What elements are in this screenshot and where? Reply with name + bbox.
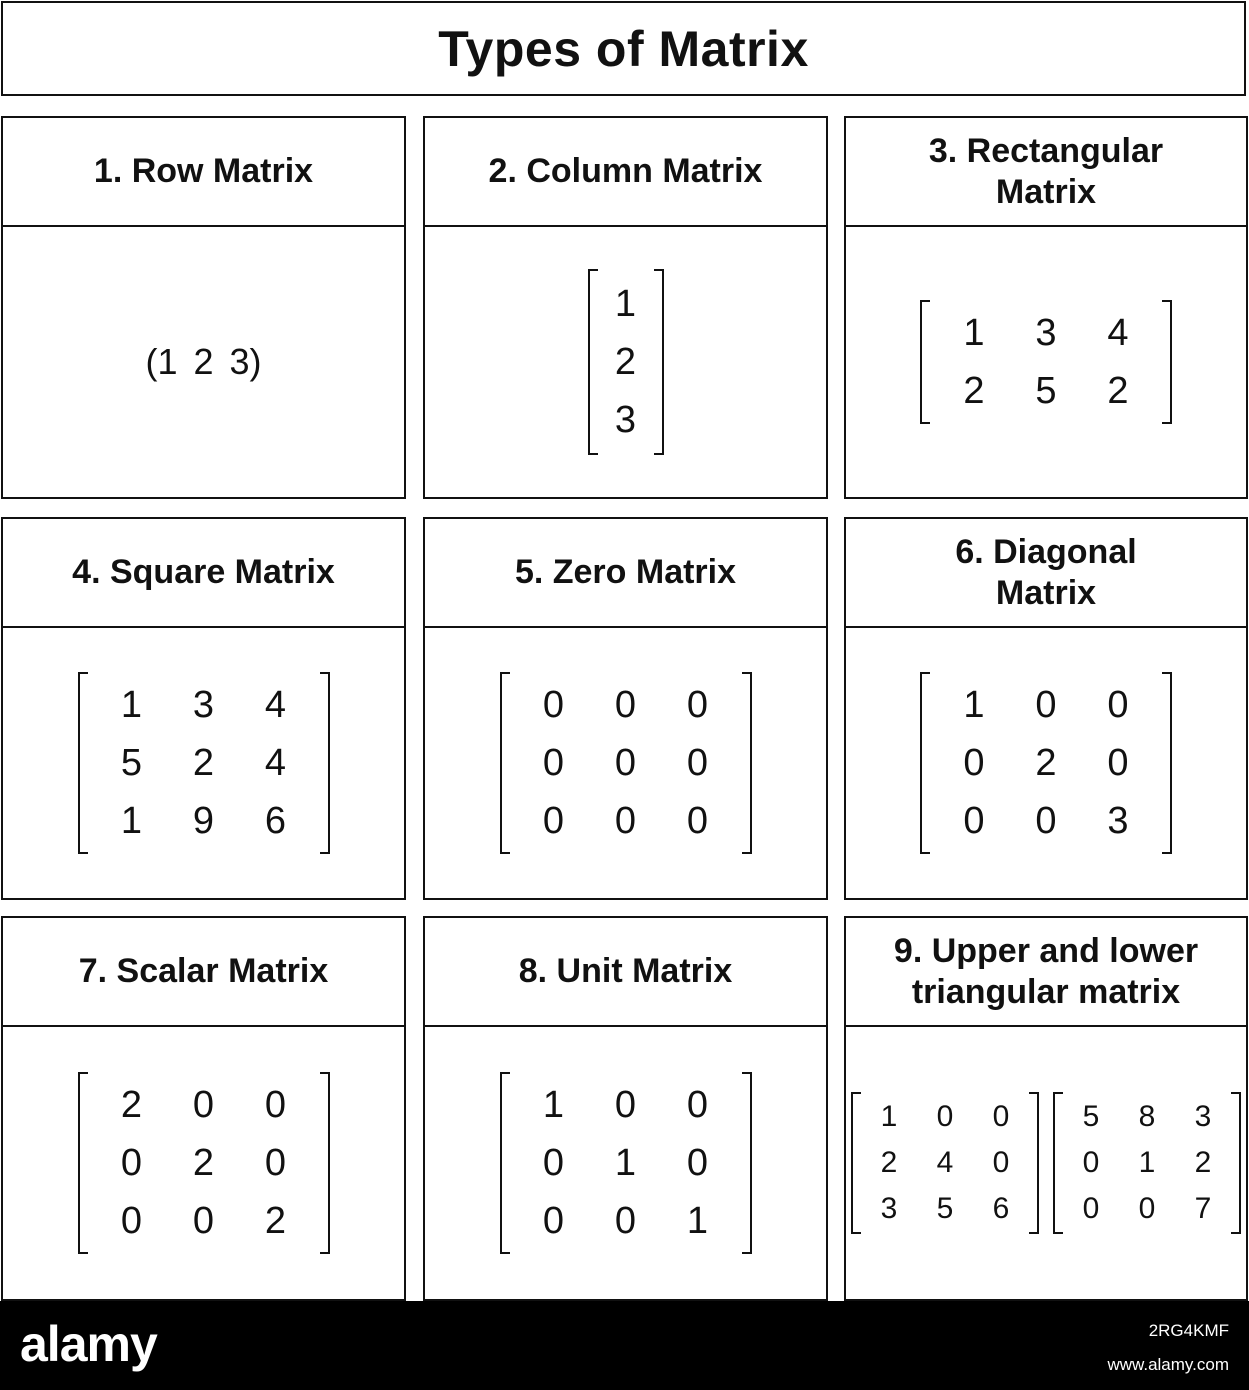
matrix-cell: 2 xyxy=(963,370,985,412)
matrix-cell: 9 xyxy=(192,800,215,842)
matrix-cell: 0 xyxy=(963,800,985,842)
matrix-cell: 1 xyxy=(1138,1146,1156,1179)
card-heading xyxy=(844,916,1248,1027)
diagonal-matrix xyxy=(920,672,1172,854)
card-heading xyxy=(844,517,1248,628)
matrix-cell: 0 xyxy=(614,1084,637,1126)
card-body xyxy=(844,1025,1248,1301)
matrix-cell: 4 xyxy=(936,1146,954,1179)
matrix-cell: 1 xyxy=(686,1200,709,1242)
left-bracket xyxy=(1053,1092,1063,1234)
card-heading xyxy=(844,116,1248,227)
heading-text: 2. Column Matrix xyxy=(488,152,763,191)
matrix-cell: 6 xyxy=(992,1192,1010,1225)
card-body xyxy=(1,1025,406,1301)
left-bracket xyxy=(588,269,598,455)
matrix-cell: 0 xyxy=(686,1084,709,1126)
card-body xyxy=(423,225,828,499)
triangular-matrix-pair xyxy=(851,1092,1241,1234)
matrix-cell: 2 xyxy=(1035,742,1057,784)
matrix-cell: 0 xyxy=(1082,1146,1100,1179)
heading-text: 4. Square Matrix xyxy=(72,553,335,592)
card-heading xyxy=(423,916,828,1027)
matrix-cell: 0 xyxy=(1082,1192,1100,1225)
matrix-cell: 2 xyxy=(614,341,637,383)
column-matrix xyxy=(588,269,664,455)
matrix-cell: 0 xyxy=(1138,1192,1156,1225)
matrix-cell: 5 xyxy=(1035,370,1057,412)
matrix-cell: 0 xyxy=(1107,684,1129,726)
matrix-cell: 0 xyxy=(1035,800,1057,842)
matrix-cell: 5 xyxy=(1082,1100,1100,1133)
unit-matrix xyxy=(500,1072,752,1254)
matrix-cell: 1 xyxy=(614,283,637,325)
page-title: Types of Matrix xyxy=(438,20,809,77)
upper-triangular-matrix xyxy=(1053,1092,1241,1234)
matrix-cell: 0 xyxy=(1107,742,1129,784)
right-bracket xyxy=(320,672,330,854)
card-square-matrix xyxy=(1,517,406,900)
matrix-cell: 0 xyxy=(542,1200,565,1242)
matrix-cell: 1 xyxy=(542,1084,565,1126)
card-heading xyxy=(423,116,828,227)
matrix-cell: 3 xyxy=(1035,312,1057,354)
left-bracket xyxy=(78,672,88,854)
matrix-cell: 0 xyxy=(992,1100,1010,1133)
card-body xyxy=(844,626,1248,900)
matrix-cell: 0 xyxy=(542,684,565,726)
matrix-cell: 4 xyxy=(1107,312,1129,354)
right-bracket xyxy=(742,672,752,854)
matrix-cell: 0 xyxy=(614,684,637,726)
matrix-cell: 1 xyxy=(963,312,985,354)
heading-text: 9. Upper and lower triangular matrix xyxy=(893,931,1199,1011)
card-body xyxy=(1,225,406,499)
matrix-cell: 0 xyxy=(192,1200,215,1242)
card-body xyxy=(844,225,1248,499)
left-bracket xyxy=(500,1072,510,1254)
square-matrix xyxy=(78,672,330,854)
matrix-cell: 2 xyxy=(1107,370,1129,412)
card-heading xyxy=(1,116,406,227)
right-bracket xyxy=(742,1072,752,1254)
matrix-cell: 0 xyxy=(1035,684,1057,726)
card-heading xyxy=(1,517,406,628)
matrix-cell: 0 xyxy=(542,1142,565,1184)
matrix-cell: 0 xyxy=(120,1142,143,1184)
heading-text: 6. Diagonal Matrix xyxy=(955,532,1137,612)
heading-text: 1. Row Matrix xyxy=(93,152,314,191)
card-rectangular-matrix xyxy=(844,116,1248,499)
matrix-cell: 0 xyxy=(992,1146,1010,1179)
card-diagonal-matrix xyxy=(844,517,1248,900)
card-heading xyxy=(423,517,828,628)
watermark-footer xyxy=(0,1301,1249,1390)
matrix-cell: 2 xyxy=(192,742,215,784)
card-column-matrix xyxy=(423,116,828,499)
matrix-cell: 0 xyxy=(264,1142,287,1184)
card-zero-matrix xyxy=(423,517,828,900)
matrix-cell: 0 xyxy=(614,1200,637,1242)
card-scalar-matrix xyxy=(1,916,406,1301)
matrix-cell: 0 xyxy=(264,1084,287,1126)
matrix-cell: 6 xyxy=(264,800,287,842)
heading-text: 8. Unit Matrix xyxy=(518,952,733,991)
lower-triangular-matrix xyxy=(851,1092,1039,1234)
right-bracket xyxy=(320,1072,330,1254)
matrix-cell: 1 xyxy=(880,1100,898,1133)
matrix-cell: 7 xyxy=(1194,1192,1212,1225)
matrix-cell: 3 xyxy=(1107,800,1129,842)
matrix-cell: 5 xyxy=(936,1192,954,1225)
image-id: 2RG4KMF xyxy=(1148,1321,1229,1340)
alamy-logo: alamy xyxy=(20,1316,157,1372)
matrix-cell: 3 xyxy=(614,399,637,441)
matrix-cell: 0 xyxy=(192,1084,215,1126)
matrix-cell: 2 xyxy=(120,1084,143,1126)
source-url: www.alamy.com xyxy=(1107,1355,1229,1374)
left-bracket xyxy=(78,1072,88,1254)
matrix-cell: 0 xyxy=(686,1142,709,1184)
matrix-cell: 2 xyxy=(880,1146,898,1179)
matrix-cell: 2 xyxy=(1194,1146,1212,1179)
card-heading xyxy=(1,916,406,1027)
matrix-cell: 0 xyxy=(686,684,709,726)
right-bracket xyxy=(1231,1092,1241,1234)
right-bracket xyxy=(1162,300,1172,424)
matrix-cell: 1 xyxy=(120,800,143,842)
left-bracket xyxy=(500,672,510,854)
matrix-cell: 2 xyxy=(264,1200,287,1242)
card-body xyxy=(423,1025,828,1301)
matrix-cell: 5 xyxy=(120,742,143,784)
left-bracket xyxy=(920,672,930,854)
matrix-cell: 8 xyxy=(1138,1100,1156,1133)
title-box xyxy=(1,1,1246,96)
heading-text: 5. Zero Matrix xyxy=(514,553,737,592)
matrix-cell: 0 xyxy=(614,742,637,784)
matrix-cell: 1 xyxy=(120,684,143,726)
heading-text: 7. Scalar Matrix xyxy=(78,952,329,991)
matrix-cell: 0 xyxy=(120,1200,143,1242)
matrix-cell: 1 xyxy=(963,684,985,726)
rectangular-matrix xyxy=(920,300,1172,424)
matrix-cell: 2 xyxy=(192,1142,215,1184)
matrix-cell: 0 xyxy=(936,1100,954,1133)
matrix-cell: 3 xyxy=(192,684,215,726)
heading-text: 3. Rectangular Matrix xyxy=(928,131,1164,211)
matrix-cell: 0 xyxy=(963,742,985,784)
matrix-cell: 0 xyxy=(614,800,637,842)
left-bracket xyxy=(920,300,930,424)
left-bracket xyxy=(851,1092,861,1234)
card-body xyxy=(423,626,828,900)
scalar-matrix xyxy=(78,1072,330,1254)
right-bracket xyxy=(1029,1092,1039,1234)
matrix-cell: 4 xyxy=(264,684,287,726)
card-unit-matrix xyxy=(423,916,828,1301)
card-row-matrix xyxy=(1,116,406,499)
matrix-cell: 0 xyxy=(686,800,709,842)
matrix-cell: 3 xyxy=(1194,1100,1212,1133)
card-body xyxy=(1,626,406,900)
right-bracket xyxy=(654,269,664,455)
matrix-cell: 0 xyxy=(542,800,565,842)
matrix-cell: 0 xyxy=(686,742,709,784)
matrix-cell: 3 xyxy=(880,1192,898,1225)
card-triangular-matrix xyxy=(844,916,1248,1301)
right-bracket xyxy=(1162,672,1172,854)
matrix-cell: 1 xyxy=(614,1142,637,1184)
zero-matrix xyxy=(500,672,752,854)
matrix-cell: 0 xyxy=(542,742,565,784)
row-matrix: (1 2 3) xyxy=(145,341,262,382)
matrix-cell: 4 xyxy=(264,742,287,784)
